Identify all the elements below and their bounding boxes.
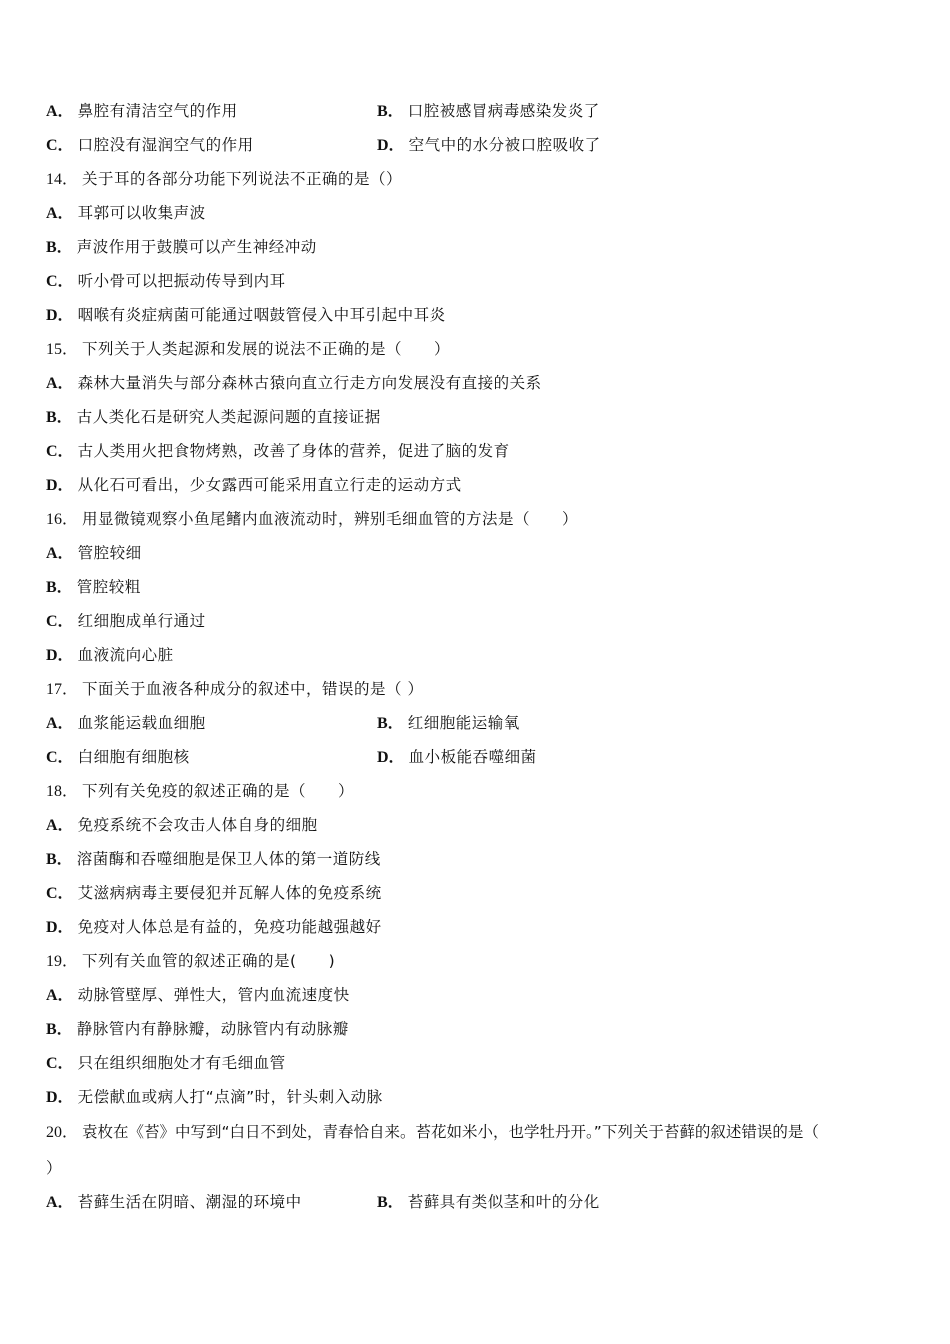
option-text: 苔藓具有类似茎和叶的分化 [407,1193,600,1211]
question-text: 袁枚在《苔》中写到“白日不到处，青春恰自来。苔花如米小，也学牡丹开。”下列关于苔藓的叙述错误的是（ [82,1123,819,1141]
option-letter: D． [46,647,74,664]
q20-stem [46,1120,819,1144]
option-text: 听小骨可以把振动传导到内耳 [77,272,286,290]
question-number: 19． [46,953,79,970]
option-text: 苔藓生活在阴暗、潮湿的环境中 [77,1193,302,1211]
option-letter: D． [46,919,74,936]
option-text: 无偿献血或病人打“点滴”时，针头刺入动脉 [77,1088,383,1106]
option-letter: A． [46,987,74,1004]
q16-option-c [46,609,206,633]
option-letter: C． [46,1055,74,1072]
option-letter: D． [46,477,74,494]
option-letter: C． [46,885,74,902]
option-letter: C． [46,137,74,154]
q15-option-a [46,371,542,395]
q19-option-a [46,983,350,1007]
option-letter: A． [46,1194,74,1211]
q16-stem [46,507,578,531]
q13-option-c [46,133,254,157]
q14-option-c [46,269,286,293]
option-text: 只在组织细胞处才有毛细血管 [77,1054,286,1072]
q15-option-d [46,473,462,497]
q20-option-b [377,1190,600,1214]
option-letter: B． [46,409,73,426]
option-text: 古人类化石是研究人类起源问题的直接证据 [76,408,381,426]
q19-option-c [46,1051,286,1075]
q15-stem [46,337,450,361]
q17-option-d [377,745,537,769]
q14-stem [46,167,402,191]
q17-option-c [46,745,190,769]
option-text: 从化石可看出，少女露西可能采用直立行走的运动方式 [77,476,462,494]
option-text: 免疫对人体总是有益的，免疫功能越强越好 [77,918,382,936]
q20-option-a [46,1190,302,1214]
option-text: 管腔较细 [77,544,142,562]
q13-option-d [377,133,601,157]
option-letter: C． [46,273,74,290]
q19-option-b [46,1017,349,1041]
question-number: 14． [46,171,79,188]
option-text: 红细胞成单行通过 [77,612,206,630]
option-letter: B． [46,579,73,596]
option-letter: B． [46,1021,73,1038]
option-letter: A． [46,817,74,834]
option-letter: B． [46,239,73,256]
question-text: 用显微镜观察小鱼尾鳍内血液流动时，辨别毛细血管的方法是（ ） [82,510,579,528]
q14-option-a [46,201,206,225]
option-text: 溶菌酶和吞噬细胞是保卫人体的第一道防线 [76,850,381,868]
question-number: 15． [46,341,79,358]
option-text: 咽喉有炎症病菌可能通过咽鼓管侵入中耳引起中耳炎 [77,306,446,324]
option-letter: B． [377,1194,404,1211]
question-text: 关于耳的各部分功能下列说法不正确的是（） [82,170,403,188]
q17-option-a [46,711,206,735]
q13-option-a [46,99,238,123]
option-text: 艾滋病病毒主要侵犯并瓦解人体的免疫系统 [77,884,382,902]
question-text: 下列有关血管的叙述正确的是( ) [82,952,336,970]
q16-option-d [46,643,174,667]
option-letter: C． [46,443,74,460]
question-text: 下列有关免疫的叙述正确的是（ ） [82,782,355,800]
q14-option-d [46,303,446,327]
question-number: 17． [46,681,79,698]
option-text: 白细胞有细胞核 [77,748,190,766]
question-number: 18． [46,783,79,800]
option-letter: A． [46,545,74,562]
option-text: 红细胞能运输氧 [407,714,520,732]
q13-option-b [377,99,600,123]
option-letter: C． [46,749,74,766]
option-letter: A． [46,103,74,120]
option-letter: A． [46,205,74,222]
q15-option-b [46,405,381,429]
option-letter: B． [46,851,73,868]
option-text: 古人类用火把食物烤熟，改善了身体的营养，促进了脑的发育 [77,442,510,460]
option-letter: D． [377,749,405,766]
option-text: 鼻腔有清洁空气的作用 [77,102,238,120]
option-text: 管腔较粗 [76,578,141,596]
option-text: 免疫系统不会攻击人体自身的细胞 [77,816,318,834]
q15-option-c [46,439,510,463]
option-text: 血液流向心脏 [77,646,174,664]
option-text: 声波作用于鼓膜可以产生神经冲动 [76,238,317,256]
question-text: 下列关于人类起源和发展的说法不正确的是（ ） [82,340,451,358]
q17-stem [46,677,423,701]
q14-option-b [46,235,317,259]
q20-stem-continuation [46,1156,62,1180]
option-letter: A． [46,715,74,732]
option-text: 血小板能吞噬细菌 [408,748,537,766]
q19-stem [46,949,335,973]
q18-option-a [46,813,318,837]
option-text: 耳郭可以收集声波 [77,204,206,222]
option-text: 血浆能运载血细胞 [77,714,206,732]
q16-option-a [46,541,142,565]
option-text: 动脉管壁厚、弹性大，管内血流速度快 [77,986,350,1004]
q16-option-b [46,575,141,599]
option-letter: D． [377,137,405,154]
q19-option-d [46,1085,383,1109]
q18-option-c [46,881,382,905]
q18-stem [46,779,354,803]
option-letter: D． [46,307,74,324]
option-letter: B． [377,103,404,120]
option-letter: A． [46,375,74,392]
question-text: 下面关于血液各种成分的叙述中，错误的是（ ） [82,680,424,698]
option-letter: D． [46,1089,74,1106]
option-letter: B． [377,715,404,732]
option-text: 森林大量消失与部分森林古猿向直立行走方向发展没有直接的关系 [77,374,542,392]
question-number: 16． [46,511,79,528]
option-text: 静脉管内有静脉瓣，动脉管内有动脉瓣 [76,1020,349,1038]
option-text: 空气中的水分被口腔吸收了 [408,136,601,154]
q18-option-d [46,915,382,939]
question-number: 20． [46,1124,79,1141]
q18-option-b [46,847,381,871]
option-letter: C． [46,613,74,630]
option-text: 口腔没有湿润空气的作用 [77,136,254,154]
option-text: 口腔被感冒病毒感染发炎了 [407,102,600,120]
question-text-continued: ） [46,1159,63,1177]
q17-option-b [377,711,520,735]
